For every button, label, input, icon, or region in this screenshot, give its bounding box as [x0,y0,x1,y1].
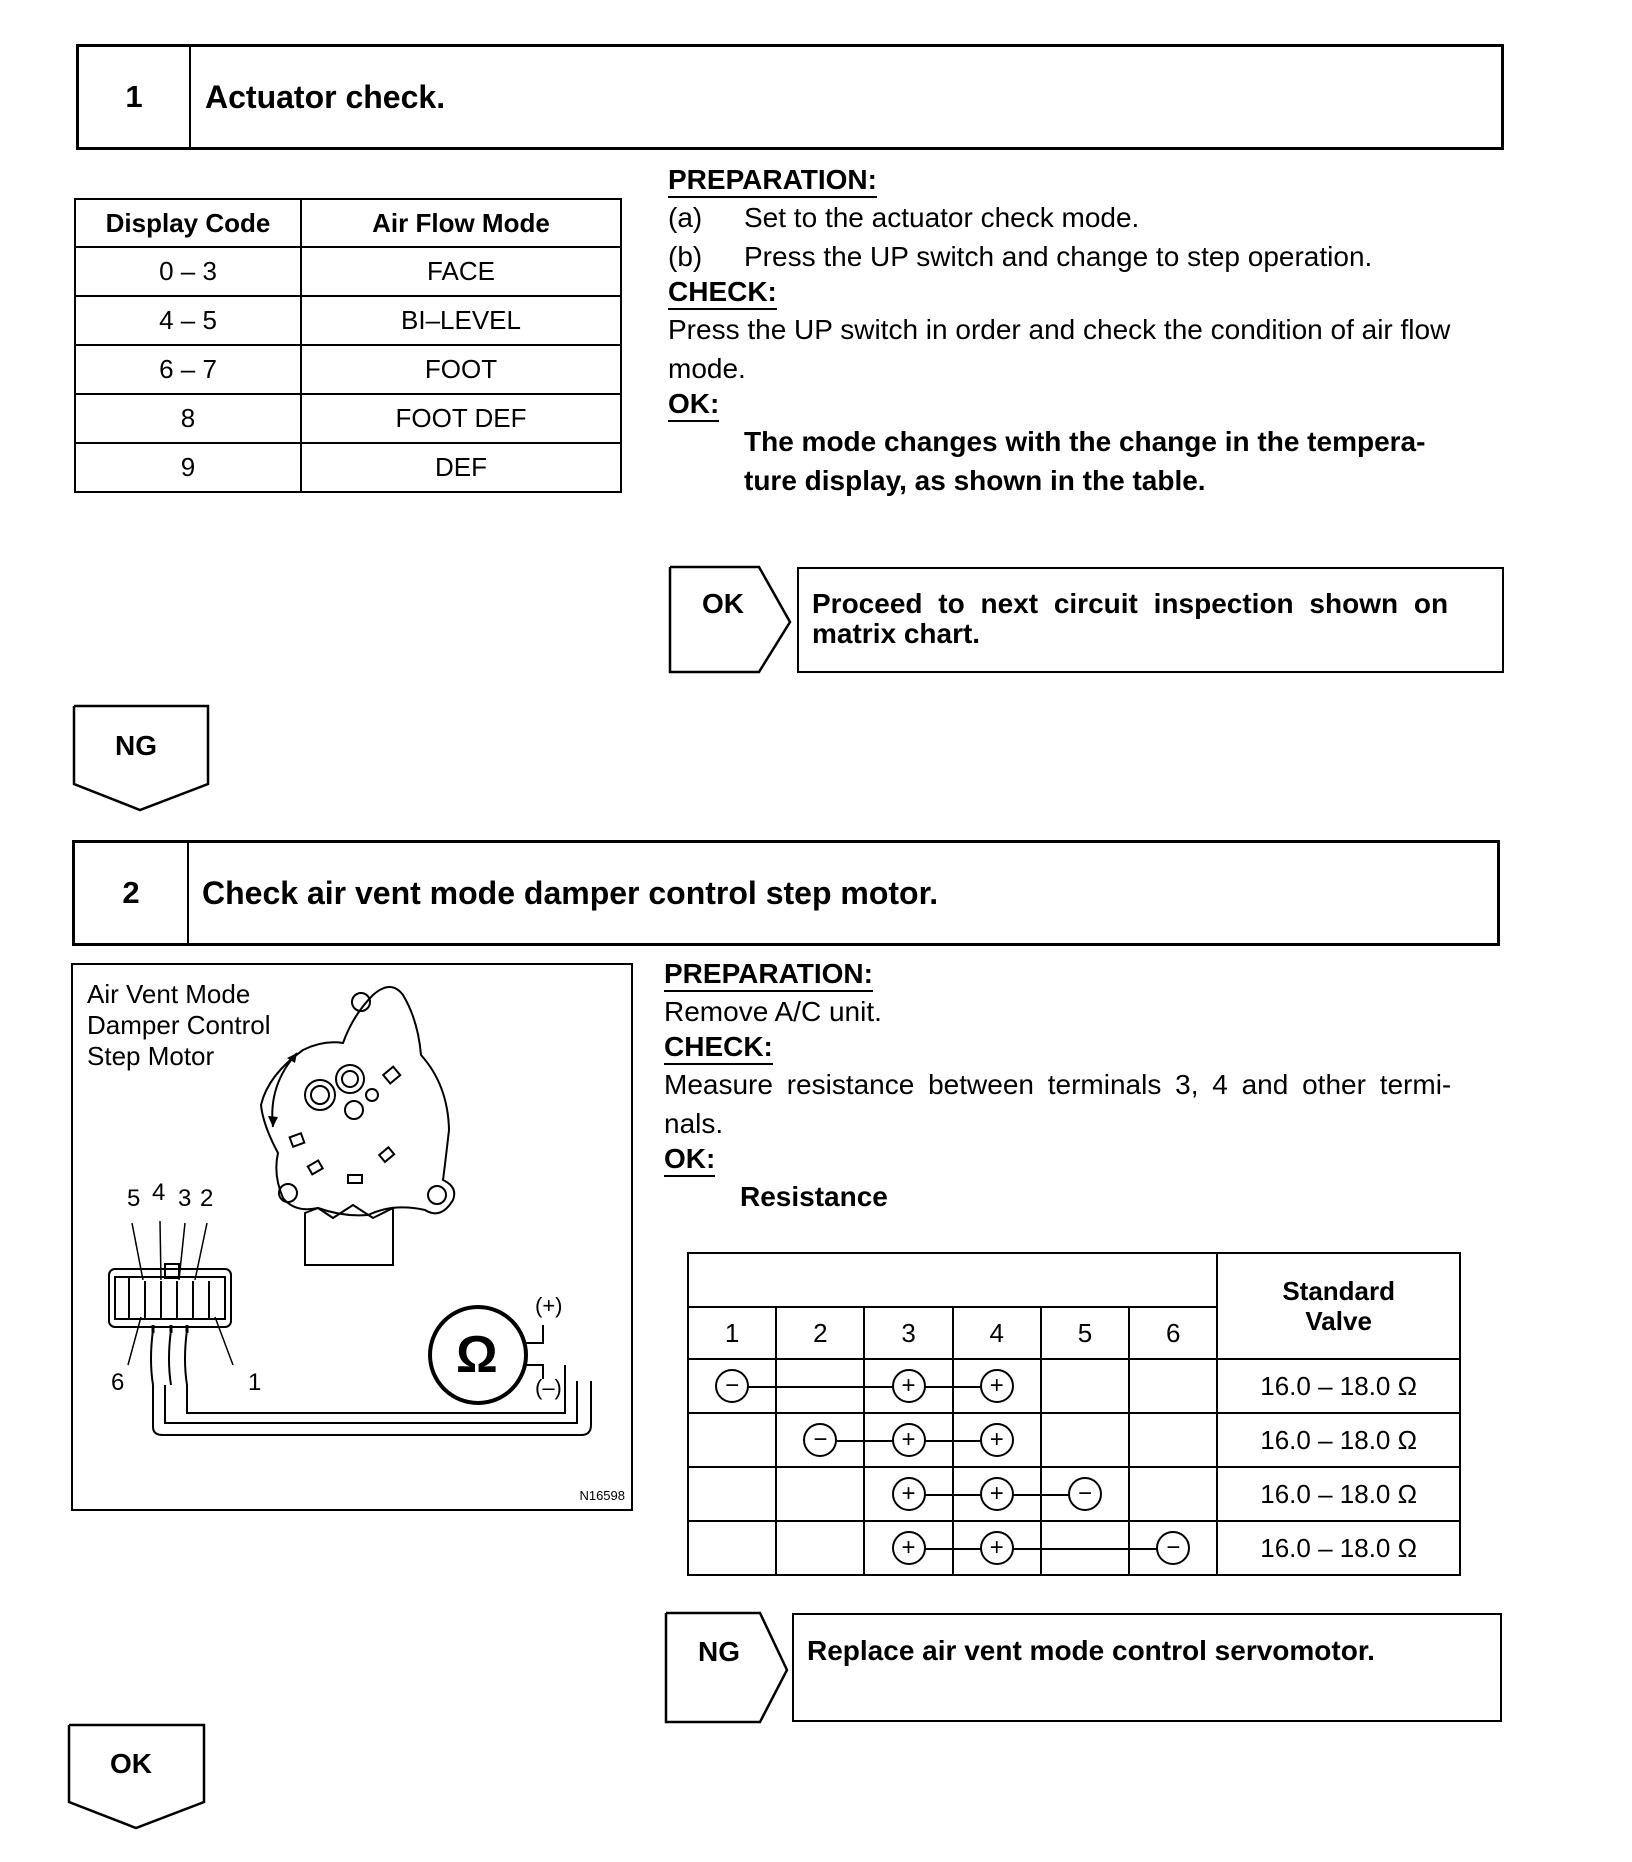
display-code: 6 – 7 [75,345,301,394]
plus-terminal-symbol: + [980,1477,1014,1511]
terminal-cell [864,1467,952,1521]
result-ng-box [792,1613,1502,1722]
check-heading: CHECK: [664,1031,773,1065]
result-ok-text: matrix chart. [812,618,981,649]
plus-terminal-symbol: + [980,1369,1014,1403]
pin-label-3: 3 [178,1185,192,1212]
terminal-cell [776,1413,864,1467]
step-title: Check air vent mode damper control step motor. [202,874,939,911]
preparation-item [668,237,1508,276]
flow-ok-label: OK [110,1748,152,1779]
display-code: 8 [75,394,301,443]
standard-header-line: Valve [1305,1306,1372,1336]
air-flow-mode-table [74,198,622,493]
preparation-item [668,198,1508,237]
resistance-label: Resistance [740,1181,888,1212]
terminal-cell [864,1413,952,1467]
plus-terminal-label: (+) [535,1293,563,1318]
table-row [688,1467,1460,1521]
standard-header-line: Standard [1282,1276,1395,1306]
display-code: 4 – 5 [75,296,301,345]
step-number: 2 [75,843,189,943]
table-row [75,345,621,394]
item-text: Press the UP switch and change to step operation. [744,241,1373,272]
terminal-cell [776,1521,864,1575]
step2-header [72,840,1500,946]
item-label: (a) [668,202,703,233]
table-row [75,394,621,443]
plus-terminal-symbol: + [892,1477,926,1511]
pin-label-4: 4 [152,1179,166,1206]
pin-label-5: 5 [127,1185,141,1212]
terminal-cell [1041,1413,1129,1467]
terminal-cell [1129,1521,1217,1575]
plus-terminal-symbol: + [980,1423,1014,1457]
minus-terminal-symbol: − [1068,1477,1102,1511]
check-text: Press the UP switch in order and check the condition of air flow [668,314,1451,345]
standard-value: 16.0 – 18.0 Ω [1217,1359,1460,1413]
minus-terminal-symbol: − [803,1423,837,1457]
ok-heading: OK: [664,1143,715,1177]
step-number: 1 [79,47,191,147]
terminal-header: 2 [776,1307,864,1359]
ok-text: ture display, as shown in the table. [744,465,1206,496]
terminal-cell [953,1521,1041,1575]
step1-header [76,44,1504,150]
air-flow-mode: FACE [301,247,621,296]
preparation-text: Remove A/C unit. [664,996,882,1027]
diagram-label-line: Air Vent Mode [87,979,251,1009]
table-header: Air Flow Mode [301,199,621,247]
step-motor-drawing [73,965,633,1511]
terminal-group-header [688,1253,1217,1307]
check-text: nals. [664,1108,724,1139]
table-header: Display Code [75,199,301,247]
air-flow-mode: BI–LEVEL [301,296,621,345]
result-ok-text: Proceed to next circuit inspection shown on [812,588,1449,619]
standard-value: 16.0 – 18.0 Ω [1217,1413,1460,1467]
item-label: (b) [668,241,703,272]
connection-line [777,1386,863,1388]
table-row [688,1359,1460,1413]
pin-label-6: 6 [111,1369,125,1396]
check-text: Measure resistance between terminals 3, 4 and other termi- [664,1069,1452,1100]
display-code: 9 [75,443,301,492]
ok-text: The mode changes with the change in the tempera- [744,426,1426,457]
preparation-heading: PREPARATION: [668,164,877,198]
terminal-cell [953,1359,1041,1413]
minus-terminal-symbol: − [715,1369,749,1403]
result-ok-label: OK [702,588,744,619]
terminal-cell [688,1467,776,1521]
terminal-cell [776,1359,864,1413]
terminal-header: 6 [1129,1307,1217,1359]
terminal-cell [864,1359,952,1413]
terminal-cell [953,1467,1041,1521]
terminal-cell [1129,1413,1217,1467]
pin-label-2: 2 [200,1185,214,1212]
step-motor-diagram [71,963,633,1511]
result-ng-label: NG [698,1636,740,1667]
step-title: Actuator check. [205,78,446,115]
table-row [688,1521,1460,1575]
minus-terminal-label: (–) [535,1375,562,1400]
terminal-cell [688,1359,776,1413]
figure-code: N16598 [579,1488,625,1503]
check-heading: CHECK: [668,276,777,310]
terminal-cell [953,1413,1041,1467]
result-ng-text: Replace air vent mode control servomotor. [807,1635,1375,1666]
check-text: mode. [668,353,746,384]
terminal-cell [1041,1467,1129,1521]
plus-terminal-symbol: + [892,1531,926,1565]
terminal-cell [776,1467,864,1521]
standard-header [1217,1253,1460,1359]
step1-instructions [668,164,1508,500]
pin-label-1: 1 [248,1369,262,1396]
plus-terminal-symbol: + [980,1531,1014,1565]
display-code: 0 – 3 [75,247,301,296]
standard-value: 16.0 – 18.0 Ω [1217,1467,1460,1521]
plus-terminal-symbol: + [892,1369,926,1403]
ohm-symbol: Ω [456,1326,498,1384]
plus-terminal-symbol: + [892,1423,926,1457]
table-row [75,443,621,492]
preparation-heading: PREPARATION: [664,958,873,992]
air-flow-mode: DEF [301,443,621,492]
ok-heading: OK: [668,388,719,422]
connection-line [1042,1548,1128,1550]
air-flow-mode: FOOT [301,345,621,394]
air-flow-mode: FOOT DEF [301,394,621,443]
step2-instructions [664,958,1508,1216]
flow-ng-label: NG [115,730,157,761]
terminal-cell [1041,1359,1129,1413]
terminal-cell [688,1413,776,1467]
diagram-label-line: Step Motor [87,1041,215,1071]
terminal-cell [1129,1467,1217,1521]
item-text: Set to the actuator check mode. [744,202,1140,233]
terminal-cell [1041,1521,1129,1575]
table-row [75,247,621,296]
terminal-header: 3 [864,1307,952,1359]
terminal-cell [1129,1359,1217,1413]
terminal-header: 1 [688,1307,776,1359]
table-row [75,296,621,345]
resistance-table [687,1252,1461,1576]
standard-value: 16.0 – 18.0 Ω [1217,1521,1460,1575]
terminal-cell [864,1521,952,1575]
result-ok-box [797,567,1504,673]
diagram-label-line: Damper Control [87,1010,271,1040]
terminal-header: 5 [1041,1307,1129,1359]
terminal-cell [688,1521,776,1575]
terminal-header: 4 [953,1307,1041,1359]
table-row [688,1413,1460,1467]
minus-terminal-symbol: − [1156,1531,1190,1565]
